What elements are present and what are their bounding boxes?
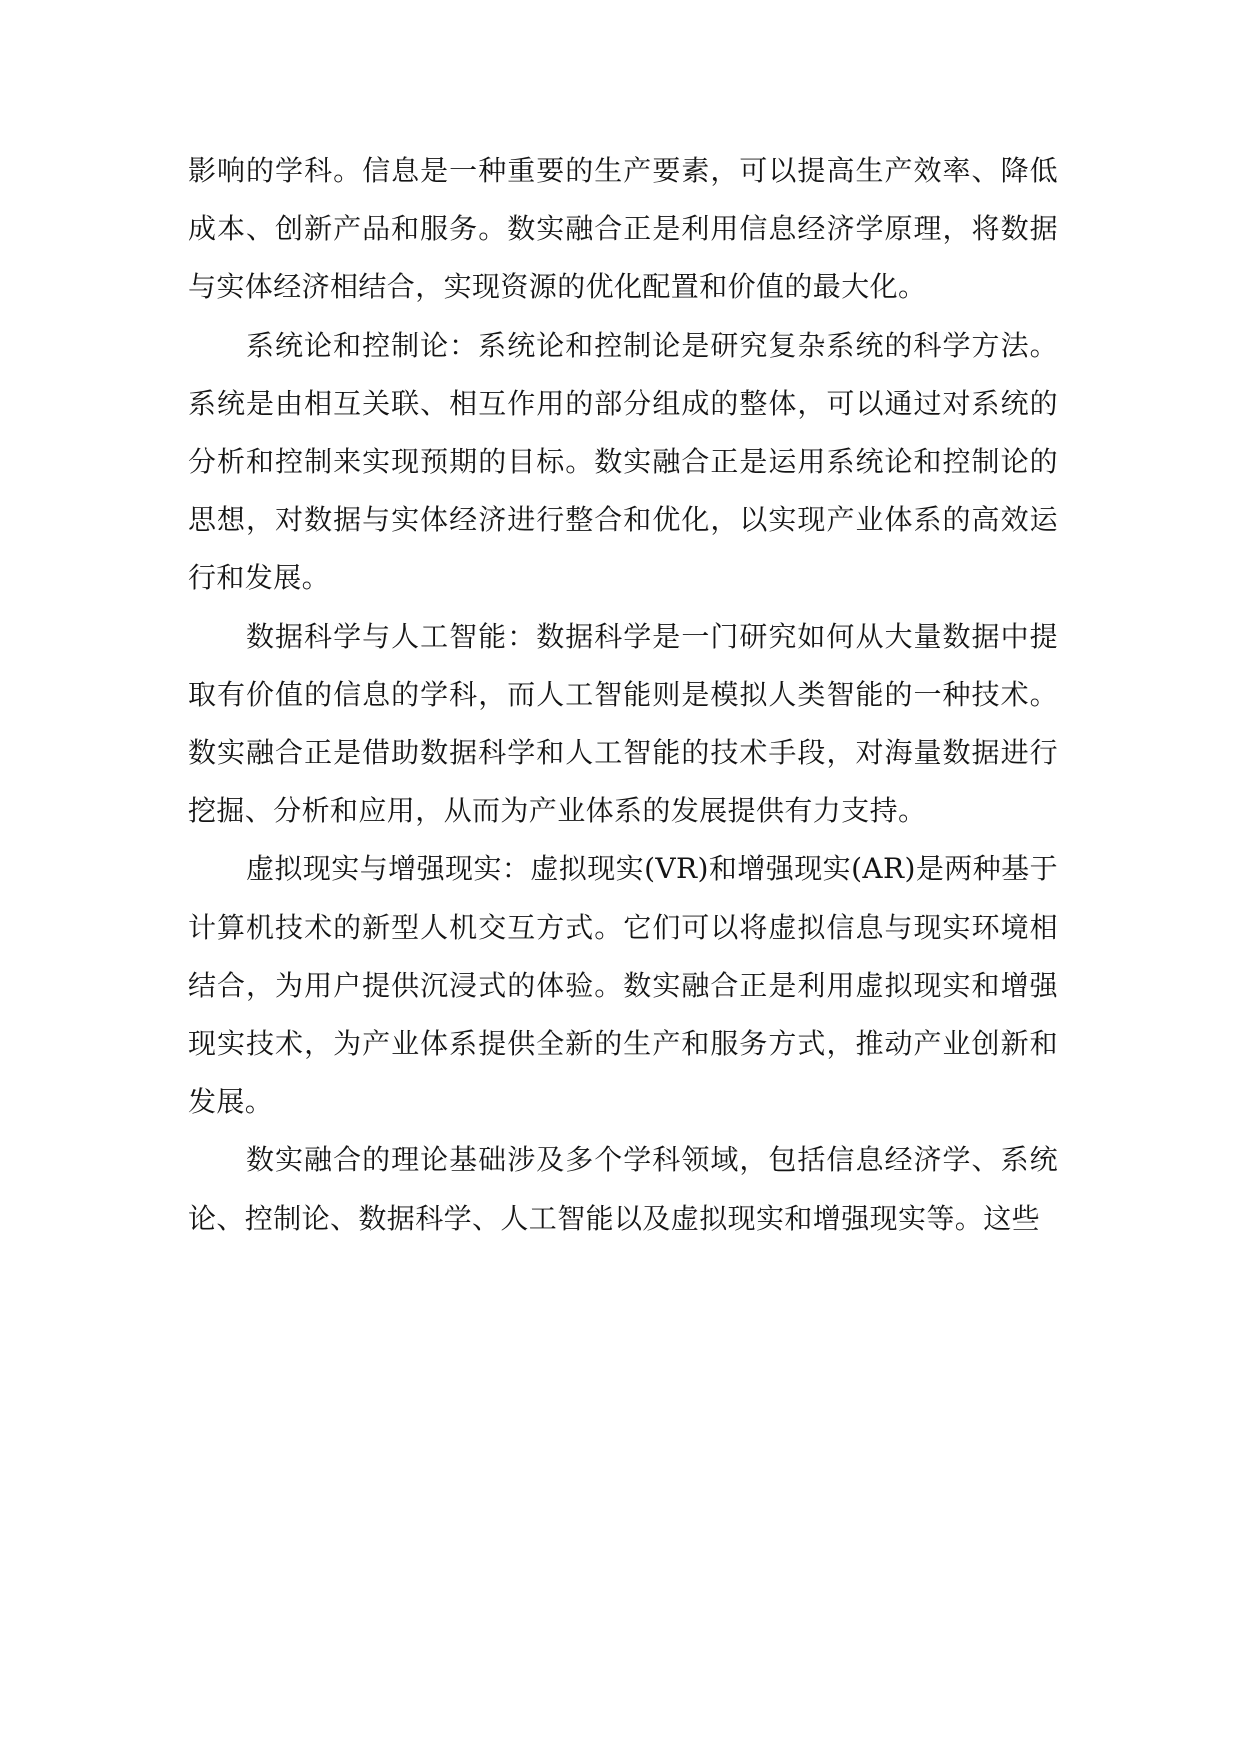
paragraph-data-science-ai: 数据科学与人工智能：数据科学是一门研究如何从大量数据中提取有价值的信息的学科，而人工智能则是模拟人类智能的一种技术。数实融合正是借助数据科学和人工智能的技术手段，对海量数据进行挖掘、分析和应用，从而为产业体系的发展提供有力支持。 bbox=[188, 619, 1058, 828]
body-text bbox=[188, 142, 1058, 1248]
paragraph-information-economics: 影响的学科。信息是一种重要的生产要素，可以提高生产效率、降低成本、创新产品和服务。数实融合正是利用信息经济学原理，将数据与实体经济相结合，实现资源的优化配置和价值的最大化。 bbox=[188, 154, 1058, 304]
paragraph-vr-ar: 虚拟现实与增强现实：虚拟现实(VR)和增强现实(AR)是两种基于计算机技术的新型人机交互方式。它们可以将虚拟信息与现实环境相结合，为用户提供沉浸式的体验。数实融合正是利用虚拟现实和增强现实技术，为产业体系提供全新的生产和服务方式，推动产业创新和发展。 bbox=[188, 852, 1058, 1119]
paragraph-systems-control-theory: 系统论和控制论：系统论和控制论是研究复杂系统的科学方法。系统是由相互关联、相互作用的部分组成的整体，可以通过对系统的分析和控制来实现预期的目标。数实融合正是运用系统论和控制论的思想，对数据与实体经济进行整合和优化，以实现产业体系的高效运行和发展。 bbox=[188, 328, 1058, 595]
paragraph-theoretical-foundation-summary: 数实融合的理论基础涉及多个学科领域，包括信息经济学、系统论、控制论、数据科学、人工智能以及虚拟现实和增强现实等。这些 bbox=[188, 1143, 1058, 1235]
